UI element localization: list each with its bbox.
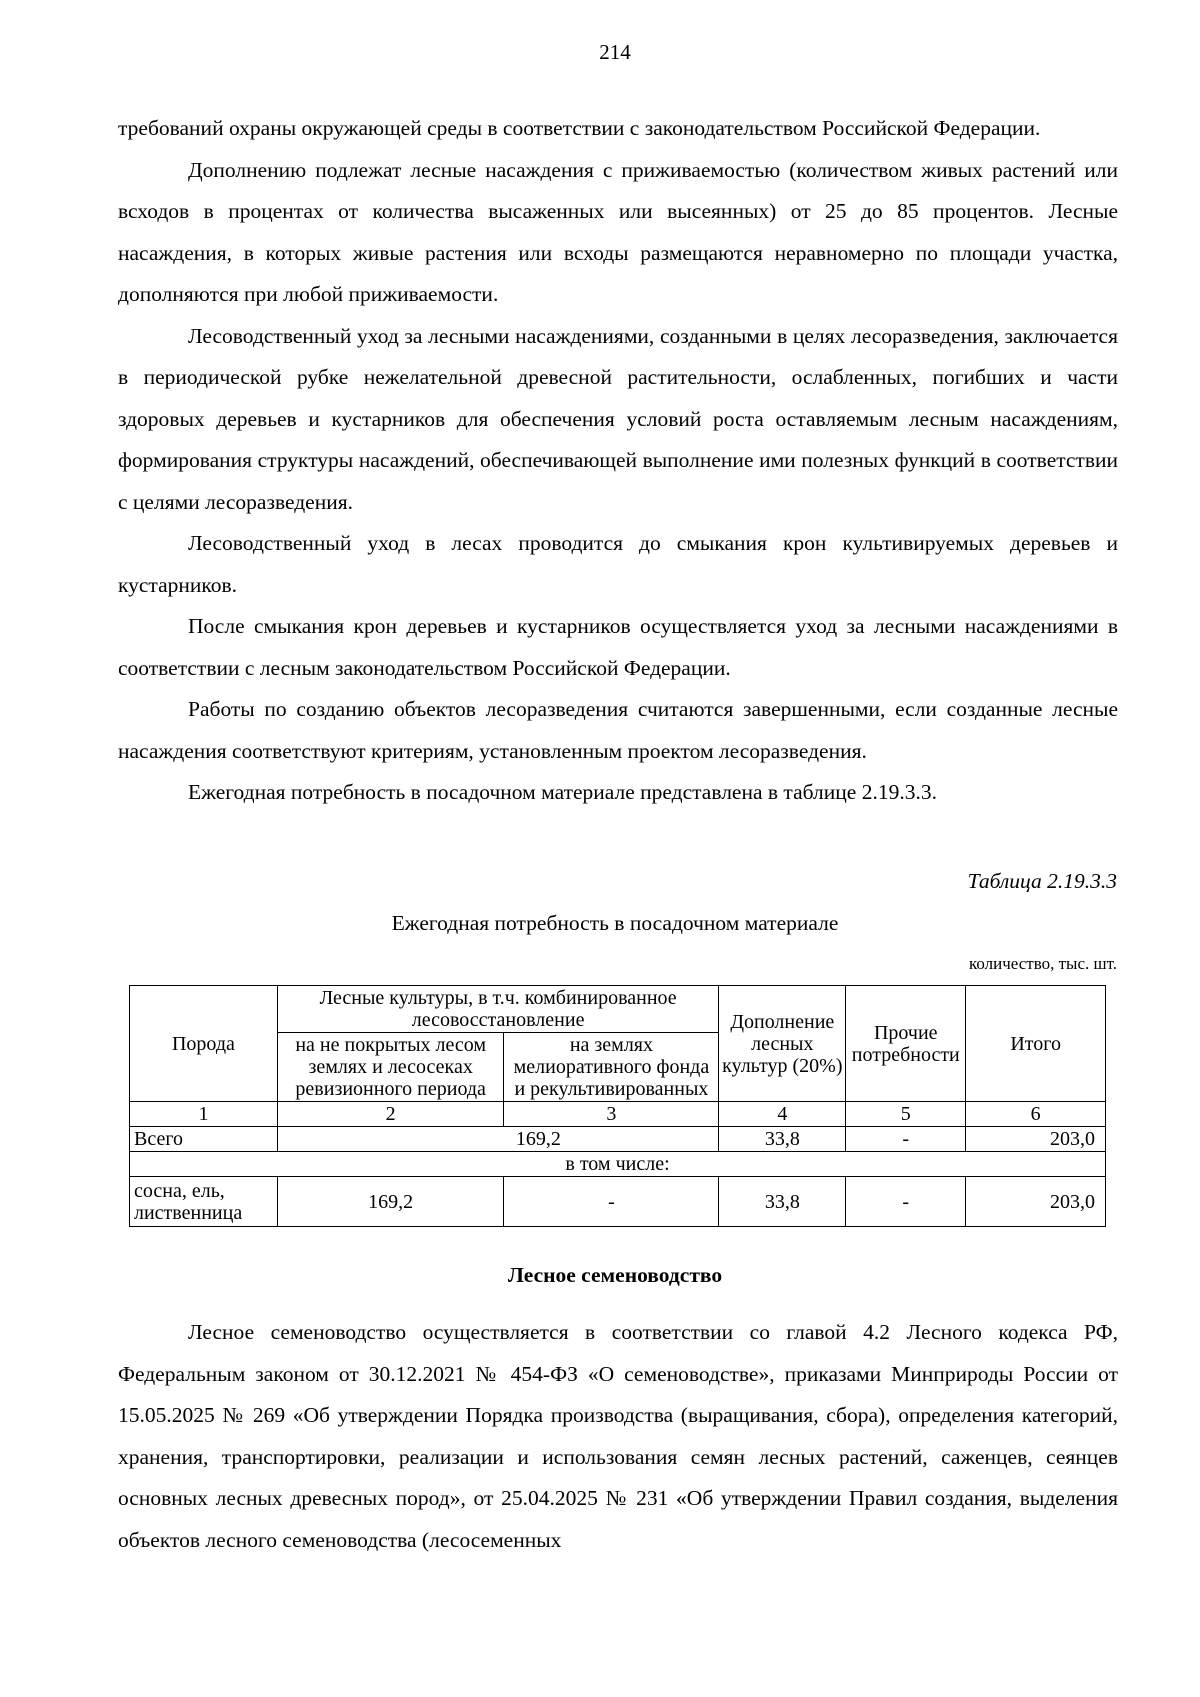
- cell-supplement: 33,8: [719, 1177, 846, 1227]
- paragraph: Ежегодная потребность в посадочном материале представлена в таблице 2.19.3.3.: [188, 780, 937, 804]
- column-number: 5: [846, 1102, 966, 1127]
- table-row-total: [130, 1127, 1106, 1152]
- table-caption: Таблица 2.19.3.3: [967, 869, 1117, 893]
- paragraph: Лесоводственный уход в лесах проводится до смыкания крон культивируемых деревьев и кустарников.: [118, 531, 1118, 597]
- paragraph: Лесное семеноводство осуществляется в соответствии со главой 4.2 Лесного кодекса РФ, Федеральным законом от 30.12.2021 № 454-ФЗ «О семеноводстве», приказами Минприроды России от 15.05.2025 № 269 «Об утверждении Порядка производства (выращивания, сбора), определения категорий, хранения, транспортировки, реализации и использования семян лесных растений, саженцев, сеянцев основных лесных древесных пород», от 25.04.2025 № 231 «Об утверждении Правил создания, выделения объектов лесного семеноводства (лесосеменных: [118, 1320, 1118, 1552]
- column-number: 3: [504, 1102, 719, 1127]
- header-species: Порода: [130, 986, 278, 1102]
- header-forest-cultures: Лесные культуры, в т.ч. комбинированное лесовосстановление: [277, 986, 718, 1033]
- cell-supplement: 33,8: [719, 1127, 846, 1152]
- including-label: в том числе:: [130, 1152, 1106, 1177]
- cell-forest-cultures: 169,2: [277, 1127, 718, 1152]
- header-reclaimed-lands: на землях мелиоративного фонда и рекультивированных: [504, 1033, 719, 1102]
- cell-other-needs: -: [846, 1127, 966, 1152]
- table-row: [130, 1177, 1106, 1227]
- header-total: Итого: [966, 986, 1106, 1102]
- header-supplement: Дополнение лесных культур (20%): [719, 986, 846, 1102]
- table-row-including: [130, 1152, 1106, 1177]
- paragraph: Дополнению подлежат лесные насаждения с приживаемостью (количеством живых растений или всходов в процентах от количества высаженных или высеянных) от 25 до 85 процентов. Лесные насаждения, в которых живые растения или всходы размещаются неравномерно по площади участка, дополняются при любой приживаемости.: [118, 157, 1118, 306]
- column-number: 6: [966, 1102, 1106, 1127]
- paragraph: Лесоводственный уход за лесными насаждениями, созданными в целях лесоразведения, заключается в периодической рубке нежелательной древесной растительности, ослабленных, погибших и части здоровых деревьев и кустарников для обеспечения условий роста оставляемым лесным насаждениям, формирования структуры насаждений, обеспечивающей выполнение ими полезных функций в соответствии с целями лесоразведения.: [118, 323, 1118, 514]
- bottom-text-block: [118, 1312, 1118, 1561]
- page-number: 214: [599, 40, 631, 64]
- section-heading: Лесное семеноводство: [507, 1263, 723, 1287]
- planting-material-table: [129, 985, 1106, 1227]
- row-label: сосна, ель, лиственница: [130, 1177, 278, 1227]
- paragraph: После смыкания крон деревьев и кустарников осуществляется уход за лесными насаждениями в соответствии с лесным законодательством Российской Федерации.: [118, 614, 1118, 680]
- paragraph: требований охраны окружающей среды в соответствии с законодательством Российской Федерации.: [118, 116, 1041, 140]
- table-units: количество, тыс. шт.: [968, 954, 1117, 973]
- table-title: Ежегодная потребность в посадочном материале: [391, 911, 839, 935]
- column-number: 4: [719, 1102, 846, 1127]
- cell-total: 203,0: [966, 1177, 1106, 1227]
- row-label: Всего: [130, 1127, 278, 1152]
- table-header-row: [130, 986, 1106, 1033]
- column-number: 2: [277, 1102, 504, 1127]
- paragraph: Работы по созданию объектов лесоразведения считаются завершенными, если созданные лесные насаждения соответствуют критериям, установленным проектом лесоразведения.: [118, 697, 1118, 763]
- cell-uncovered-lands: 169,2: [277, 1177, 504, 1227]
- cell-other-needs: -: [846, 1177, 966, 1227]
- header-uncovered-lands: на не покрытых лесом землях и лесосеках ревизионного периода: [277, 1033, 504, 1102]
- cell-reclaimed-lands: -: [504, 1177, 719, 1227]
- cell-total: 203,0: [966, 1127, 1106, 1152]
- column-numbers-row: [130, 1102, 1106, 1127]
- top-text-block: [118, 108, 1118, 814]
- header-other-needs: Прочие потребности: [846, 986, 966, 1102]
- column-number: 1: [130, 1102, 278, 1127]
